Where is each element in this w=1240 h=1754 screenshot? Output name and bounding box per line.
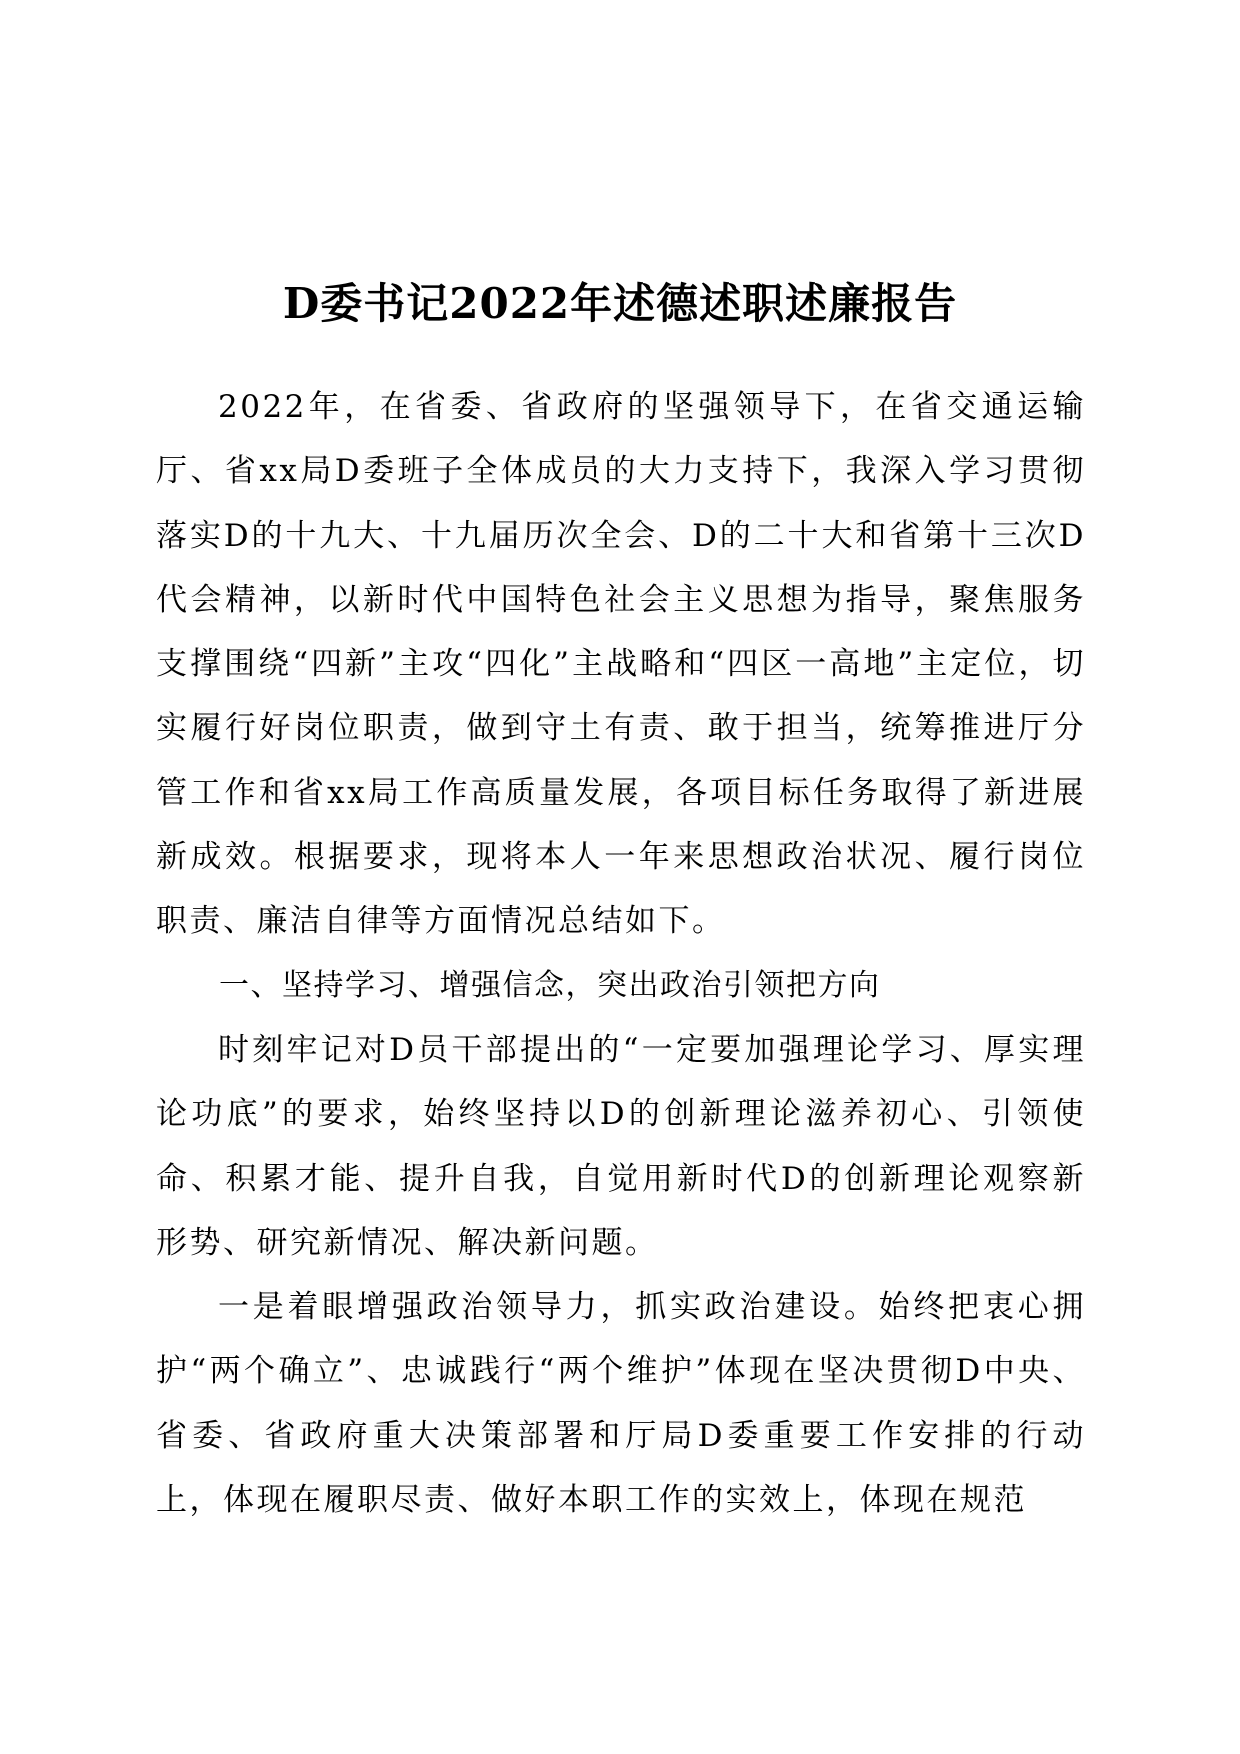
section-1-paragraph-1: 时刻牢记对D员干部提出的“一定要加强理论学习、厚实理论功底”的要求，始终坚持以D的创新理论滋养初心、引领使命、积累才能、提升自我，自觉用新时代D的创新理论观察新形势、研究新情况、解决新问题。 xyxy=(156,1031,1086,1261)
section-heading-1: 一、坚持学习、增强信念，突出政治引领把方向 xyxy=(219,967,881,1003)
section-1-paragraph-2: 一是着眼增强政治领导力，抓实政治建设。始终把衷心拥护“两个确立”、忠诚践行“两个维护”体现在坚决贯彻D中央、省委、省政府重大决策部署和厅局D委重要工作安排的行动上，体现在履职尽责、做好本职工作的实效上，体现在规范 xyxy=(156,1289,1086,1519)
document-body xyxy=(156,375,1086,1532)
document-title: D委书记2022年述德述职述廉报告 xyxy=(282,279,958,329)
intro-paragraph: 2022年，在省委、省政府的坚强领导下，在省交通运输厅、省xx局D委班子全体成员的大力支持下，我深入学习贯彻落实D的十九大、十九届历次全会、D的二十大和省第十三次D代会精神，以新时代中国特色社会主义思想为指导，聚焦服务支撑围绕“四新”主攻“四化”主战略和“四区一高地”主定位，切实履行好岗位职责，做到守土有责、敢于担当，统筹推进厅分管工作和省xx局工作高质量发展，各项目标任务取得了新进展新成效。根据要求，现将本人一年来思想政治状况、履行岗位职责、廉洁自律等方面情况总结如下。 xyxy=(156,389,1086,940)
